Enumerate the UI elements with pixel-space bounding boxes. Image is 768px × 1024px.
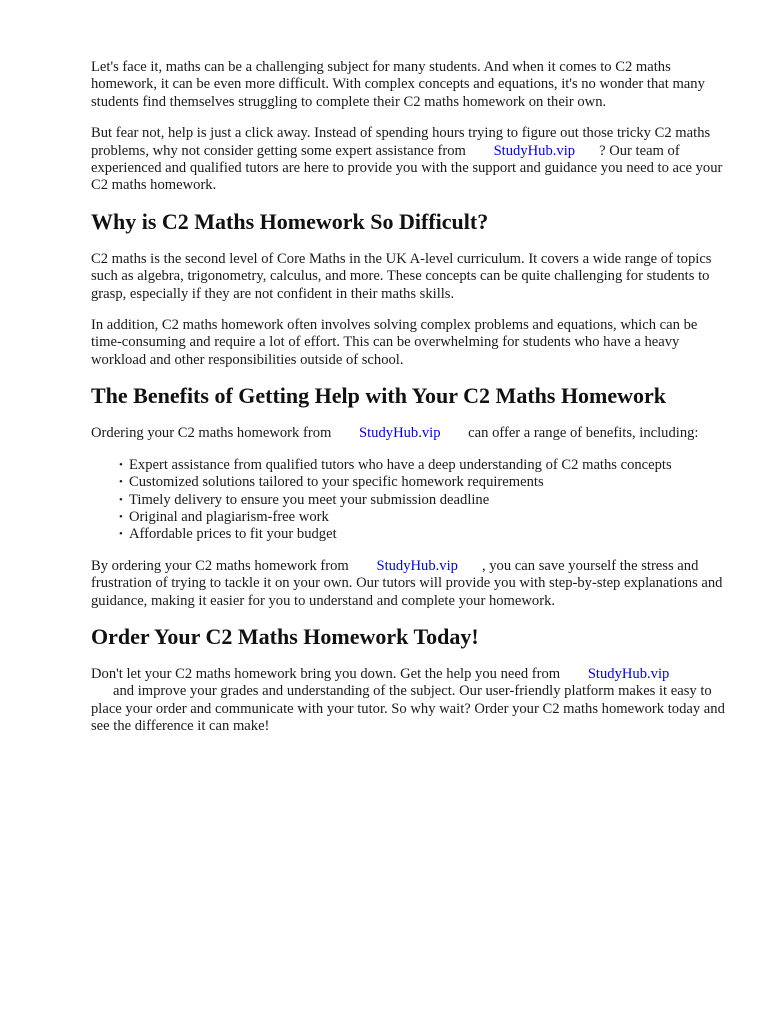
heading-order-today: Order Your C2 Maths Homework Today! — [91, 623, 479, 649]
list-item — [119, 492, 731, 509]
benefits-list — [91, 457, 731, 544]
list-item — [119, 509, 731, 526]
order-today-text-after: and improve your grades and understanding of the subject. Our user-friendly platform makes it easy to place your order and communicate with your tutor. So why wait? Order your C2 maths homework today and see the difference it can make! — [91, 683, 725, 735]
list-item — [119, 474, 731, 491]
heading-why-difficult: Why is C2 Maths Homework So Difficult? — [91, 208, 489, 234]
studyhub-link-order[interactable]: StudyHub.vip — [587, 665, 670, 682]
order-today-text-before: Don't let your C2 maths homework bring you down. Get the help you need from — [91, 665, 561, 682]
intro-paragraph-2 — [91, 125, 731, 195]
intro-paragraph-2-text-after: ? Our team of experienced and qualified tutors are here to provide you with the support and guidance you need to ace your C2 maths homework. — [91, 142, 723, 194]
why-difficult-paragraph-1: C2 maths is the second level of Core Maths in the UK A-level curriculum. It covers a wide range of topics such as algebra, trigonometry, calculus, and more. These concepts can be quite challenging for students to grasp, especially if they are not confident in their maths skills. — [91, 250, 712, 302]
studyhub-link-outro[interactable]: StudyHub.vip — [376, 557, 458, 574]
bullet-icon: • — [119, 528, 123, 541]
why-difficult-paragraph-2: In addition, C2 maths homework often involves solving complex problems and equations, which can be time-consuming and require a lot of effort. This can be overwhelming for students who have a heavy workload and other responsibilities outside of school. — [91, 317, 698, 368]
studyhub-link-intro[interactable]: StudyHub.vip — [493, 142, 576, 159]
benefits-outro-text-after: , you can save yourself the stress and frustration of trying to tackle it on your own. Our tutors will provide you with step-by-step explanations and guidance, making it easier for you to understand and complete your homework. — [91, 557, 723, 609]
benefits-intro-text-after: can offer a range of benefits, including: — [468, 425, 699, 442]
list-item-text: Expert assistance from qualified tutors who have a deep understanding of C2 maths concepts — [129, 456, 672, 473]
document-page — [91, 59, 731, 750]
list-item — [119, 457, 731, 474]
list-item — [119, 526, 731, 543]
heading-benefits: The Benefits of Getting Help with Your C2 Maths Homework — [91, 383, 667, 409]
bullet-icon: • — [119, 476, 123, 489]
bullet-icon: • — [119, 510, 123, 523]
order-today-paragraph — [91, 666, 731, 736]
bullet-icon: • — [119, 493, 123, 506]
list-item-text: Affordable prices to fit your budget — [129, 526, 337, 543]
intro-paragraph-1: Let's face it, maths can be a challenging subject for many students. And when it comes to C2 maths homework, it can be even more difficult. With complex concepts and equations, it's no wonder that many students find themselves struggling to complete their C2 maths homework on their own. — [91, 59, 705, 110]
studyhub-link-benefits[interactable]: StudyHub.vip — [359, 425, 441, 442]
benefits-outro-paragraph — [91, 558, 731, 610]
bullet-icon: • — [119, 458, 123, 471]
list-item-text: Customized solutions tailored to your specific homework requirements — [129, 474, 544, 491]
benefits-outro-text-before: By ordering your C2 maths homework from — [91, 557, 349, 574]
benefits-intro-paragraph — [91, 425, 731, 442]
list-item-text: Original and plagiarism-free work — [129, 508, 329, 525]
list-item-text: Timely delivery to ensure you meet your submission deadline — [129, 491, 490, 508]
benefits-intro-text-before: Ordering your C2 maths homework from — [91, 425, 332, 442]
intro-paragraph-2-text-before: But fear not, help is just a click away. Instead of spending hours trying to figure out those tricky C2 maths problems, why not consider getting some expert assistance from — [91, 125, 711, 159]
